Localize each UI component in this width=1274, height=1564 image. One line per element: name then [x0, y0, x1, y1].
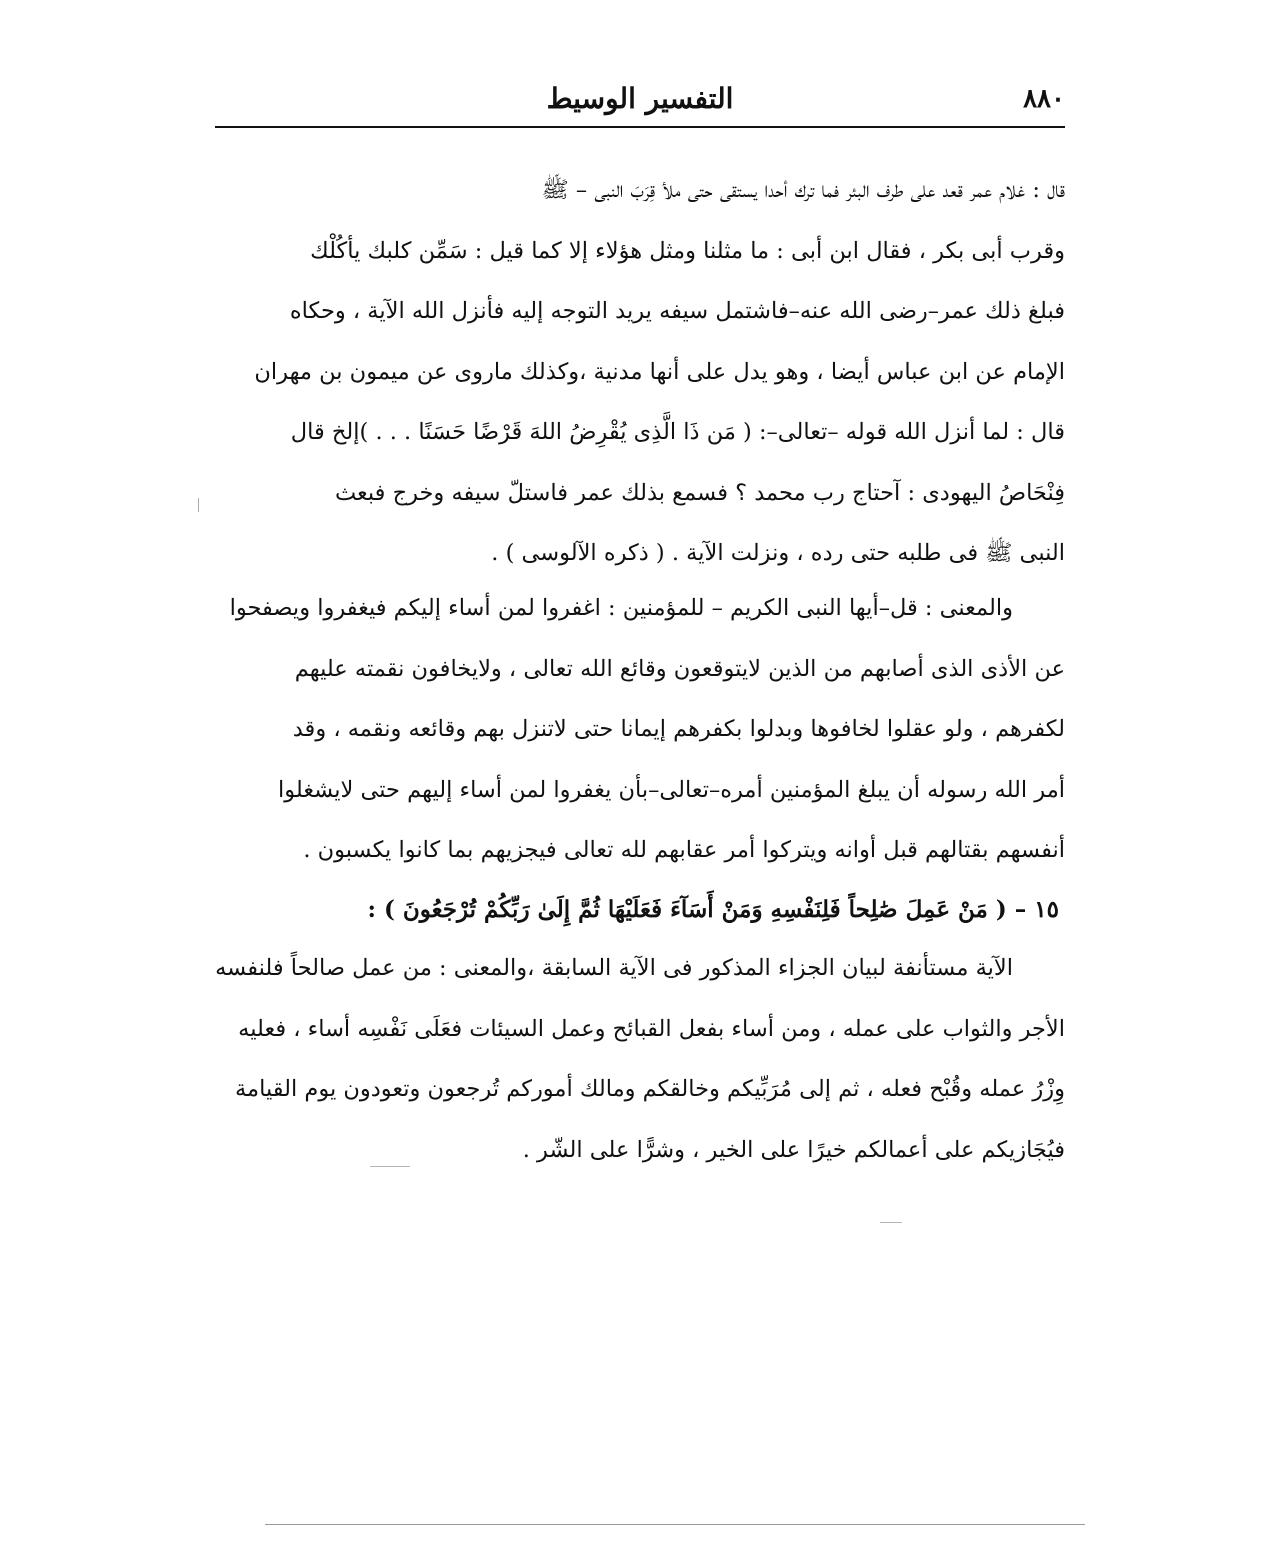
running-title: التفسير الوسيط [546, 82, 734, 115]
header-rule [215, 126, 1065, 128]
verse-text: ١٥ – ( مَنْ عَمِلَ صَٰلِحاً فَلِنَفْسِهِ وَمَنْ أَسَآءَ فَعَلَيْهَا ثُمَّ إِلَىٰ رَبِّكُمْ تُرْجَعُونَ ) : [367, 896, 1059, 923]
paragraph-cause-of-revelation [215, 160, 1065, 584]
text-line: الإمام عن ابن عباس أيضا ، وهو يدل على أنها مدنية ،وكذلك ماروى عن ميمون بن مهران [254, 358, 1065, 385]
text-line: النبى ﷺ فى طلبه حتى رده ، ونزلت الآية . ( ذكره الآلوسى ) . [491, 540, 1065, 566]
scan-artifact [198, 498, 199, 512]
text-line: فبلغ ذلك عمر–رضى الله عنه–فاشتمل سيفه يريد التوجه إليه فأنزل الله الآية ، وحكاه [289, 298, 1065, 324]
text-line: الآية مستأنفة لبيان الجزاء المذكور فى الآية السابقة ،والمعنى : من عمل صالحاً فلنفسه [215, 955, 1013, 981]
text-line: فيُجَازيكم على أعمالكم خيرًا على الخير ، وشرًّا على الشّر . [522, 1136, 1065, 1163]
text-line: أنفسهم بقتالهم قبل أوانه ويتركوا أمر عقابهم لله تعالى فيجزيهم بما كانوا يكسبون . [303, 837, 1065, 863]
text-line: قال : غلام عمر قعد على طرف البئر فما ترك أحدا يستقى حتى ملأ قِرَبَ النبى – ﷺ [541, 177, 1065, 203]
text-line: أمر الله رسوله أن يبلغ المؤمنين أمره–تعالى–بأن يغفروا لمن أساء إليهم حتى لايشغلوا [278, 776, 1065, 803]
paragraph-verse-commentary [215, 938, 1065, 1180]
text-line: لكفرهم ، ولو عقلوا لخافوها وبدلوا بكفرهم إيمانا حتى لاتنزل بهم وقائعه ونقمه ، وقد [292, 716, 1065, 742]
page-number: ٨٨٠ [1023, 84, 1065, 114]
paragraph-meaning [215, 578, 1065, 881]
page-header [215, 78, 1065, 124]
text-line: والمعنى : قل–أيها النبى الكريم – للمؤمنين : اغفروا لمن أساء إليكم فيغفروا ويصفحوا [229, 595, 1013, 621]
scan-artifact [370, 1166, 410, 1167]
text-line: وقرب أبى بكر ، فقال ابن أبى : ما مثلنا ومثل هؤلاء إلا كما قيل : سَمِّن كلبك يأكُلْك [310, 237, 1065, 264]
text-line: عن الأذى الذى أصابهم من الذين لايتوقعون وقائع الله تعالى ، ولايخافون نقمته عليهم [294, 655, 1065, 682]
text-line: فِنْحَاصُ اليهودى : آحتاج رب محمد ؟ فسمع بذلك عمر فاستلّ سيفه وخرج فبعث [334, 479, 1065, 506]
text-line: وِزْرُ عمله وقُبْح فعله ، ثم إلى مُرَبِّيكم وخالقكم ومالك أموركم تُرجعون وتعودون يوم القيامة [234, 1076, 1065, 1102]
verse-heading [215, 880, 1065, 941]
bottom-rule [265, 1524, 1085, 1525]
text-line: قال : لما أنزل الله قوله –تعالى–: ( مَن ذَا الَّذِى يُقْرِضُ اللهَ قَرْضًا حَسَنًا . . . )إلخ قال [290, 419, 1065, 445]
scan-artifact [880, 1222, 902, 1223]
text-line: الأجر والثواب على عمله ، ومن أساء بفعل القبائح وعمل السيئات فعَلَى نَفْسِه أساء ، فعليه [238, 1015, 1065, 1042]
